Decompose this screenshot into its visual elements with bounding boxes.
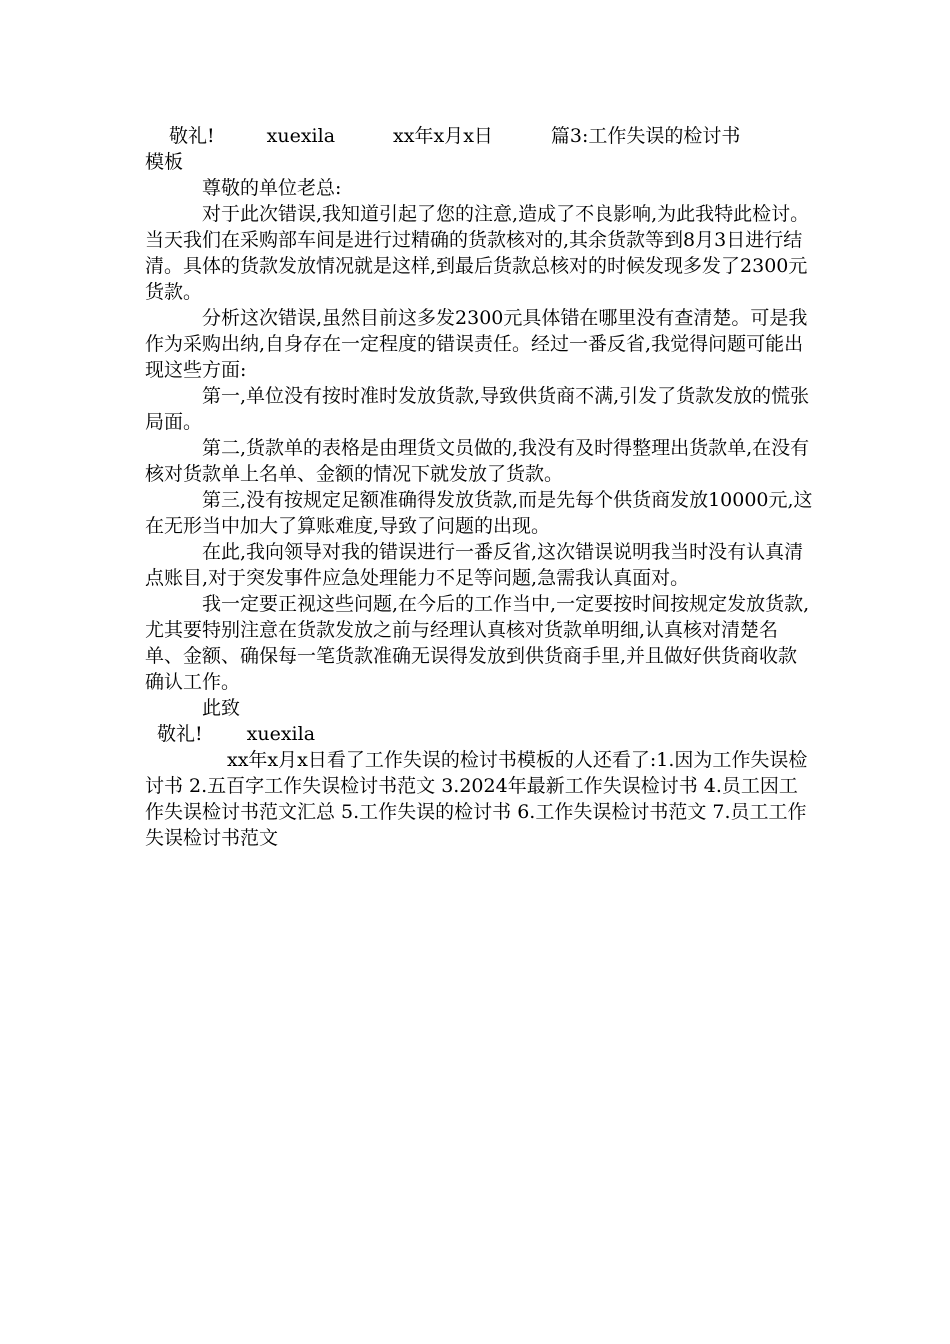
section-title: 篇3:工作失误的检讨书: [550, 125, 741, 147]
greeting-text: 敬礼!: [169, 125, 215, 147]
section-title-continuation: 模板: [145, 151, 184, 173]
closing-jing-li: 敬礼!: [157, 723, 203, 745]
paragraph-3: 第一,单位没有按时准时发放货款,导致供货商不满,引发了货款发放的慌张局面。: [145, 385, 810, 433]
paragraph-2: 分析这次错误,虽然目前这多发2300元具体错在哪里没有查清楚。可是我作为采购出纳,自身存在一定程度的错误责任。经过一番反省,我觉得问题可能出现这些方面:: [145, 307, 808, 381]
date-text: xx年x月x日: [393, 125, 493, 147]
document-body: [145, 123, 815, 851]
closing-signature: xuexila: [246, 723, 316, 745]
signature-text: xuexila: [266, 125, 336, 147]
paragraph-4: 第二,货款单的表格是由理货文员做的,我没有及时得整理出货款单,在没有核对货款单上名单、金额的情况下就发放了货款。: [145, 437, 810, 485]
header-line: [145, 123, 815, 149]
paragraph-5: 第三,没有按规定足额准确得发放货款,而是先每个供货商发放10000元,这在无形当中加大了算账难度,导致了问题的出现。: [145, 489, 813, 537]
paragraph-7: 我一定要正视这些问题,在今后的工作当中,一定要按时间按规定发放货款,尤其要特别注意在货款发放之前与经理认真核对货款单明细,认真核对清楚名单、金额、确保每一笔货款准确无误得发放到供货商手里,并且做好供货商收款确认工作。: [145, 593, 810, 693]
closing-line: [145, 721, 815, 747]
paragraph-1: 对于此次错误,我知道引起了您的注意,造成了不良影响,为此我特此检讨。当天我们在采购部车间是进行过精确的货款核对的,其余货款等到8月3日进行结清。具体的货款发放情况就是这样,到最后货款总核对的时候发现多发了2300元货款。: [145, 203, 810, 303]
salutation: 尊敬的单位老总:: [202, 177, 342, 199]
paragraph-6: 在此,我向领导对我的错误进行一番反省,这次错误说明我当时没有认真清点账目,对于突发事件应急处理能力不足等问题,急需我认真面对。: [145, 541, 804, 589]
related-articles: xx年x月x日看了工作失误的检讨书模板的人还看了:1.因为工作失误检讨书 2.五百字工作失误检讨书范文 3.2024年最新工作失误检讨书 4.员工因工作失误检讨书范文汇总 5.工作失误的检讨书 6.工作失误检讨书范文 7.员工工作失误检讨书范文: [145, 749, 808, 849]
closing-ci-zhi: 此致: [202, 697, 241, 719]
